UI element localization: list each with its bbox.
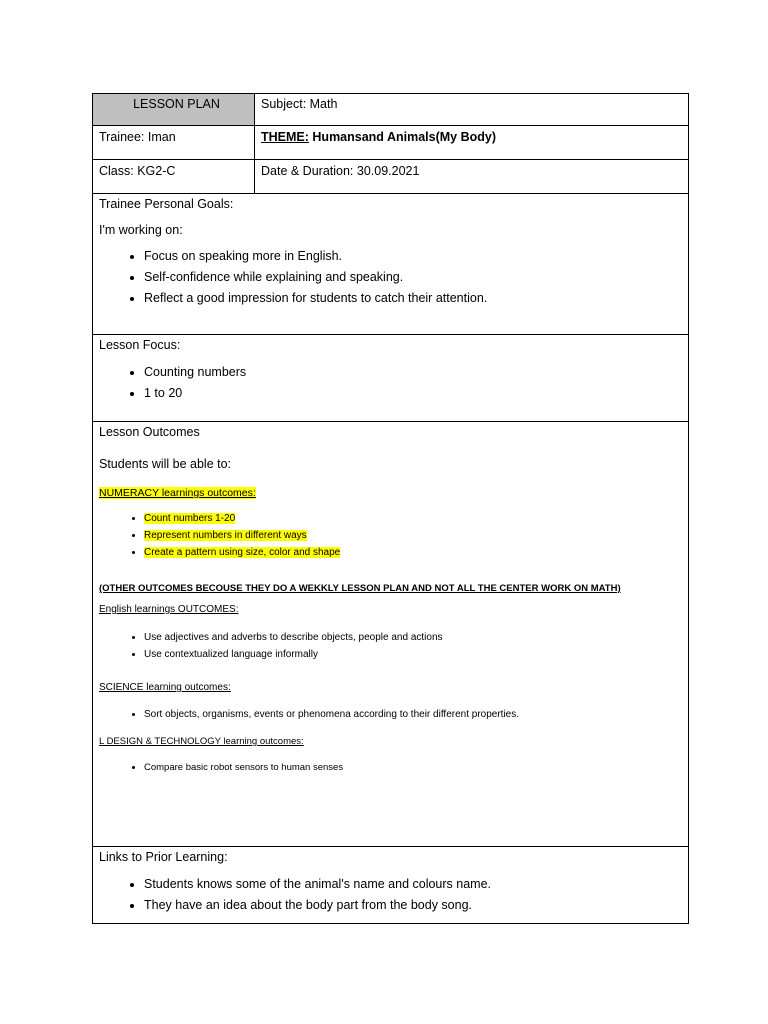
lesson-outcomes-section [93, 422, 689, 847]
list-item: • Use contextualized language informally [144, 646, 688, 663]
list-item: • Sort objects, organisms, events or phenomena according to their different properties. [144, 706, 688, 723]
list-item [144, 510, 688, 527]
lesson-focus-list [99, 362, 688, 404]
other-outcomes-note: (OTHER OUTCOMES BECOUSE THEY DO A WEKKLY LESSON PLAN AND NOT ALL THE CENTER WORK ON MATH) [99, 583, 621, 594]
numeracy-label [99, 486, 688, 500]
theme-label: THEME: [261, 130, 309, 144]
prior-learning-section [93, 847, 689, 924]
science-list [99, 706, 688, 723]
list-item: • Counting numbers [144, 362, 688, 383]
list-item [144, 527, 688, 544]
list-item: • Self-confidence while explaining and speaking. [144, 267, 688, 288]
theme-value: Humansand Animals(My Body) [312, 130, 496, 144]
design-label: L DESIGN & TECHNOLOGY learning outcomes: [99, 736, 304, 747]
numeracy-label-text: NUMERACY learnings outcomes: [99, 487, 256, 499]
lesson-outcomes-intro: Students will be able to: [99, 457, 232, 471]
theme-cell [255, 126, 689, 160]
prior-learning-title: Links to Prior Learning: [99, 850, 228, 864]
design-list [99, 759, 688, 776]
science-label: SCIENCE learning outcomes: [99, 682, 231, 693]
list-item: • Focus on speaking more in English. [144, 246, 688, 267]
list-item: • Compare basic robot sensors to human senses [144, 759, 688, 776]
trainee-cell: Trainee: Iman [93, 126, 255, 160]
numeracy-item-text: Represent numbers in different ways [144, 530, 307, 541]
list-item: • Reflect a good impression for students to catch their attention. [144, 288, 688, 309]
class-cell: Class: KG2-C [93, 160, 255, 194]
english-list [99, 629, 688, 663]
prior-learning-list [99, 874, 688, 916]
list-item [144, 544, 688, 561]
list-item: • Use adjectives and adverbs to describe objects, people and actions [144, 629, 688, 646]
numeracy-list [99, 510, 688, 561]
english-label: English learnings OUTCOMES: [99, 604, 239, 615]
lesson-outcomes-title: Lesson Outcomes [99, 425, 200, 439]
lesson-focus-section [93, 335, 689, 422]
list-item: • Students knows some of the animal's name and colours name. [144, 874, 688, 895]
date-duration-cell: Date & Duration: 30.09.2021 [255, 160, 689, 194]
numeracy-item-text: Create a pattern using size, color and shape [144, 547, 341, 558]
numeracy-item-text: Count numbers 1-20 [144, 513, 236, 524]
personal-goals-list [99, 246, 688, 309]
personal-goals-intro: I'm working on: [99, 223, 183, 237]
lesson-plan-table [92, 93, 689, 924]
personal-goals-section [93, 194, 689, 335]
list-item: • They have an idea about the body part from the body song. [144, 895, 688, 916]
lesson-plan-document [92, 93, 688, 924]
lesson-focus-title: Lesson Focus: [99, 338, 181, 352]
list-item: • 1 to 20 [144, 383, 688, 404]
personal-goals-title: Trainee Personal Goals: [99, 197, 234, 211]
lesson-plan-heading: LESSON PLAN [93, 94, 255, 126]
subject-cell: Subject: Math [255, 94, 689, 126]
